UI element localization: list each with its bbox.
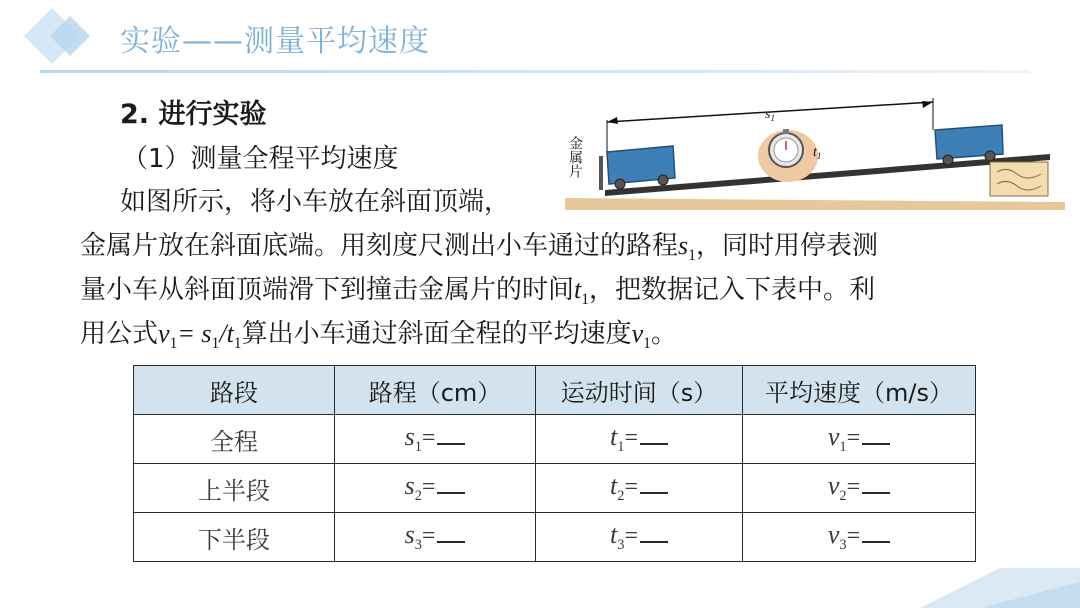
data-table (133, 365, 976, 562)
footer-decoration (880, 568, 1080, 608)
table-header-row (134, 366, 976, 415)
table-row (134, 513, 976, 562)
stopwatch-icon (758, 129, 818, 182)
header-speed: 平均速度（m/s） (743, 366, 976, 415)
label-s-sub: 1 (770, 113, 775, 123)
label-t-sub: 1 (816, 151, 822, 161)
label-s: s (765, 107, 771, 122)
cell-distance: $s_2=$ (335, 464, 536, 513)
cart-at-bottom (607, 146, 675, 189)
cell-distance: $s_3=$ (335, 513, 536, 562)
paragraph-line-1: 如图所示，将小车放在斜面顶端， (120, 187, 511, 217)
paragraph-line-3: 量小车从斜面顶端滑下到撞击金属片的时间$t_1$，把数据记入下表中。利 (80, 275, 876, 309)
row-label: 全程 (134, 415, 335, 464)
var-s1: $s_1$ (678, 231, 696, 265)
section-title: 2. 进行实验 (120, 99, 267, 130)
header-segment: 路段 (134, 366, 335, 415)
incline-experiment-figure (565, 90, 1065, 210)
paragraph-line-4: 用公式$v_1= s_1/t_1$算出小车通过斜面全程的平均速度$v_1$。 (80, 319, 677, 353)
subsection-title: （1）测量全程平均速度 (122, 144, 399, 174)
cell-time: $t_2=$ (536, 464, 743, 513)
cart-at-top (935, 125, 1003, 165)
cell-distance: $s_1=$ (335, 415, 536, 464)
var-t1: $t_1$ (574, 275, 590, 309)
page-title: 实验——测量平均速度 (120, 24, 430, 59)
wood-block (990, 162, 1048, 196)
table-row (134, 415, 976, 464)
header-distance: 路程（cm） (335, 366, 536, 415)
row-label: 下半段 (134, 513, 335, 562)
header-decoration (22, 6, 102, 66)
svg-text:t1 (813, 145, 821, 161)
paragraph-line-2: 金属片放在斜面底端。用刻度尺测出小车通过的路程$s_1$，同时用停表测 (80, 231, 878, 265)
cell-time: $t_1=$ (536, 415, 743, 464)
header-divider (40, 70, 1030, 73)
svg-text:s1 (765, 107, 775, 123)
label-metal-plate-text: 金属片 (567, 136, 583, 178)
label-t: t (813, 145, 817, 160)
cell-speed: $v_2=$ (743, 464, 976, 513)
cell-time: $t_3=$ (536, 513, 743, 562)
cell-speed: $v_3=$ (743, 513, 976, 562)
cell-speed: $v_1=$ (743, 415, 976, 464)
table-row (134, 464, 976, 513)
metal-plate (599, 156, 603, 190)
formula: $v_1= s_1/t_1$ (158, 319, 242, 353)
var-v1: $v_1$ (631, 319, 651, 353)
row-label: 上半段 (134, 464, 335, 513)
header-time: 运动时间（s） (536, 366, 743, 415)
